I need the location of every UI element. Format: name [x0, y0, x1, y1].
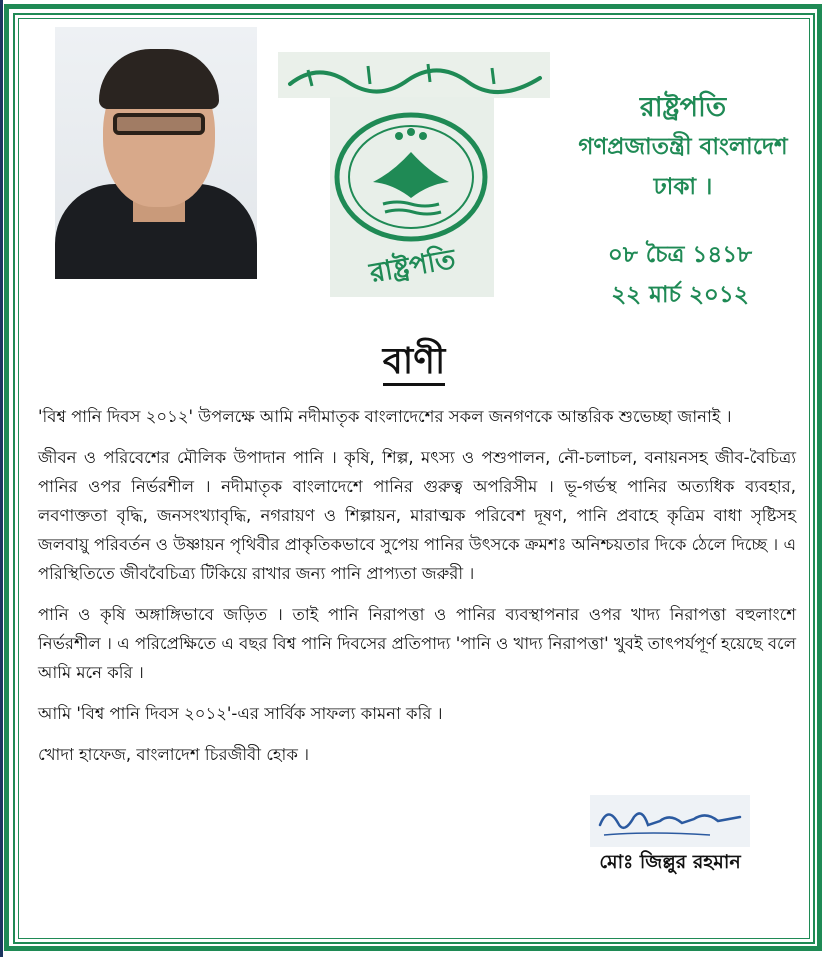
office-header: [548, 90, 818, 206]
message-paragraph: আমি 'বিশ্ব পানি দিবস ২০১২'-এর সার্বিক সাফল্য কামনা করি ।: [38, 704, 443, 723]
date-block: [560, 235, 800, 315]
signer-name: মোঃ জিল্লুর রহমান: [599, 851, 741, 873]
seal-inscription: রাষ্ট্রপতি: [367, 243, 458, 290]
date-bengali: ০৮ চৈত্র ১৪১৮: [607, 242, 753, 268]
date-gregorian: ২২ মার্চ ২০১২: [611, 282, 749, 308]
message-paragraph: জীবন ও পরিবেশের মৌলিক উপাদান পানি । কৃষি, শিল্প, মৎস্য ও পশুপালন, নৌ-চলাচল, বনায়নসহ জীব-বৈচিত্র্য পানির ওপর নির্ভরশীল । নদীমাতৃক বাংলাদেশে পানির গুরুত্ব অপরিসীম । ভূ-গর্ভস্থ পানির অত্যধিক ব্যবহার, লবণাক্ততা বৃদ্ধি, জনসংখ্যাবৃদ্ধি, নগরায়ণ ও শিল্পায়ন, মারাত্মক পরিবেশ দূষণ, পানি প্রবাহে কৃত্রিম বাধা সৃষ্টিসহ জলবায়ু পরিবর্তন ও উষ্ণায়ন পৃথিবীর প্রাকৃতিকভাবে সুপেয় পানির উৎসকে ক্রমশঃ অনিশ্চয়তার দিকে ঠেলে দিচ্ছে । এ পরিস্থিতিতে জীববৈচিত্র্য টিকিয়ে রাখার জন্য পানি প্রাপ্যতা জরুরী ।: [38, 448, 796, 583]
national-emblem: [333, 112, 489, 242]
message-heading: [300, 338, 528, 386]
president-portrait: [55, 27, 257, 279]
bismillah-calligraphy: [278, 52, 550, 98]
message-body: [38, 402, 796, 781]
message-paragraph: 'বিশ্ব পানি দিবস ২০১২' উপলক্ষে আমি নদীমাতৃক বাংলাদেশের সকল জনগণকে আন্তরিক শুভেচ্ছা জানাই ।: [38, 407, 732, 426]
message-paragraph: খোদা হাফেজ, বাংলাদেশ চিরজীবী হোক ।: [38, 745, 310, 764]
portrait-glasses: [113, 113, 205, 135]
portrait-hair: [99, 49, 219, 109]
office-title: রাষ্ট্রপতি: [639, 92, 727, 123]
message-heading-text: বাণী: [383, 341, 446, 386]
city-name: ঢাকা ।: [653, 174, 713, 200]
handwritten-signature: [590, 795, 750, 847]
country-name: গণপ্রজাতন্ত্রী বাংলাদেশ: [578, 134, 788, 160]
page-edge: [0, 0, 3, 957]
message-paragraph: পানি ও কৃষি অঙ্গাঙ্গিভাবে জড়িত । তাই পানি নিরাপত্তা ও পানির ব্যবস্থাপনার ওপর খাদ্য নিরাপত্তা বহুলাংশে নির্ভরশীল । এ পরিপ্রেক্ষিতে এ বছর বিশ্ব পানি দিবসের প্রতিপাদ্য 'পানি ও খাদ্য নিরাপত্তা' খুবই তাৎপর্যপূর্ণ হয়েছে বলে আমি মনে করি ।: [38, 605, 796, 682]
